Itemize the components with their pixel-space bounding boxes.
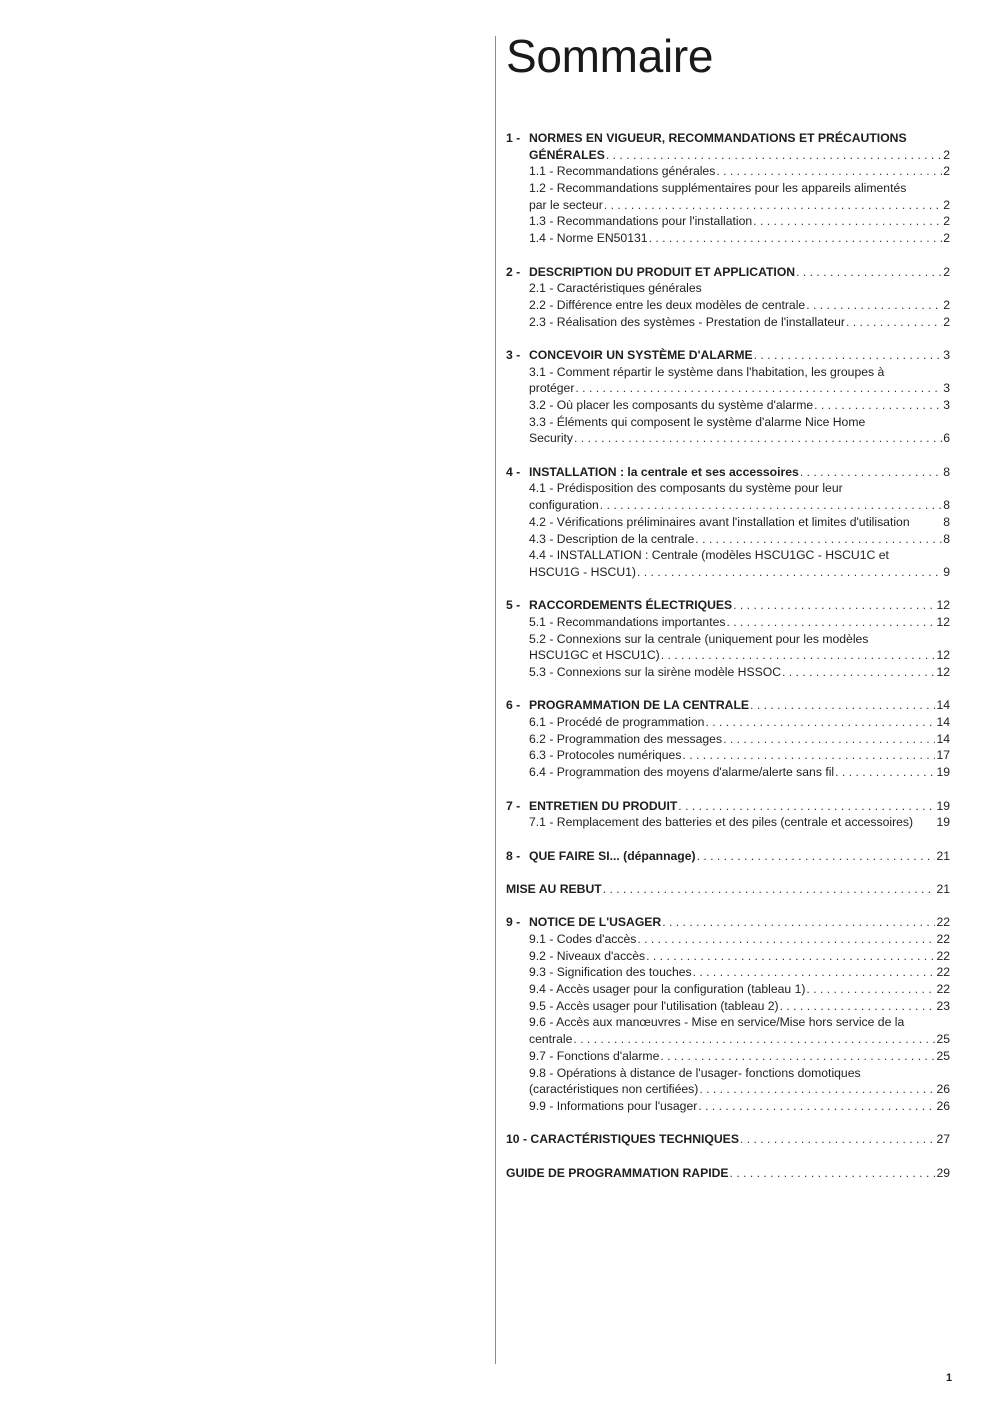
- dot-leader: [733, 597, 935, 614]
- page-ref: 23: [936, 998, 950, 1013]
- page-ref: 3: [943, 381, 950, 396]
- dot-leader: [678, 798, 935, 815]
- page-ref: 2: [943, 214, 950, 229]
- section-number: 2 -: [506, 264, 521, 279]
- toc-entry-row: [529, 798, 950, 815]
- section-heading-line[interactable]: [506, 881, 950, 898]
- entry-title: 4.4 - INSTALLATION : Centrale (modèles HSCU1GC - HSCU1C et: [529, 548, 889, 563]
- section-title: DESCRIPTION DU PRODUIT ET APPLICATION: [529, 264, 796, 279]
- section-number: 9 -: [506, 915, 521, 930]
- toc-entry-row: [529, 848, 950, 865]
- toc-entry[interactable]: [506, 497, 950, 514]
- toc-entry[interactable]: [506, 998, 950, 1015]
- section-title: GUIDE DE PROGRAMMATION RAPIDE: [506, 1165, 729, 1180]
- toc-section: [506, 597, 950, 680]
- toc-entry[interactable]: [506, 981, 950, 998]
- page-ref: 26: [936, 1098, 950, 1113]
- toc-entry[interactable]: [506, 714, 950, 731]
- section-heading-line[interactable]: [506, 347, 950, 364]
- page-ref: 2: [943, 197, 950, 212]
- entry-title: 3.3 - Éléments qui composent le système d'alarme Nice Home: [529, 414, 866, 429]
- toc-section: [506, 130, 950, 247]
- toc-section: [506, 464, 950, 581]
- section-heading-line[interactable]: [506, 1131, 950, 1148]
- toc-entry-row: [529, 464, 950, 481]
- section-number: 4 -: [506, 464, 521, 479]
- entry-title: 4.1 - Prédisposition des composants du système pour leur: [529, 481, 843, 496]
- toc-section: [506, 798, 950, 831]
- entry-title: 3.2 - Où placer les composants du système d'alarme: [529, 398, 814, 412]
- page-ref: 2: [943, 297, 950, 312]
- dot-leader: [660, 1048, 935, 1065]
- toc-entry-row: [529, 764, 950, 781]
- dot-leader: [800, 464, 942, 481]
- toc-entry[interactable]: [506, 514, 950, 531]
- toc-entry-row: [529, 380, 950, 397]
- toc-entry-row: [529, 614, 950, 631]
- toc-entry-row: [529, 948, 950, 965]
- toc-line: [506, 180, 950, 197]
- toc-line: [506, 364, 950, 381]
- dot-leader: [637, 564, 942, 581]
- section-heading-line[interactable]: [506, 848, 950, 865]
- toc-entry-row: [529, 314, 950, 331]
- vertical-rule: [495, 36, 496, 1364]
- page-ref: 19: [936, 798, 950, 813]
- dot-leader: [846, 314, 942, 331]
- section-heading-line[interactable]: [506, 464, 950, 481]
- page-ref: 8: [943, 514, 950, 529]
- page-ref: 25: [936, 1032, 950, 1047]
- toc-entry[interactable]: [506, 297, 950, 314]
- dot-leader: [750, 697, 935, 714]
- toc-entry[interactable]: [506, 664, 950, 681]
- entry-title: 6.3 - Protocoles numériques: [529, 748, 682, 763]
- entry-title: 9.2 - Niveaux d'accès: [529, 948, 646, 963]
- toc-entry-row: [529, 1081, 950, 1098]
- section-number: 8 -: [506, 848, 521, 863]
- page-number: 1: [946, 1372, 953, 1384]
- page-ref: 14: [936, 731, 950, 746]
- toc-entry-row: [529, 163, 950, 180]
- toc-entry-row: [529, 264, 950, 281]
- dot-leader: [693, 964, 936, 981]
- page-ref: 12: [936, 648, 950, 663]
- toc-entry[interactable]: [506, 213, 950, 230]
- entry-title: centrale: [529, 1032, 573, 1047]
- toc-entry[interactable]: [506, 1098, 950, 1115]
- page-ref: 8: [943, 498, 950, 513]
- page-ref: 22: [936, 982, 950, 997]
- dot-leader: [782, 664, 935, 681]
- toc-entry-row: [506, 1165, 950, 1182]
- page-ref: 17: [936, 748, 950, 763]
- toc-entry[interactable]: [506, 163, 950, 180]
- toc-section: [506, 347, 950, 447]
- toc-entry-row: [529, 697, 950, 714]
- entry-title: 1.2 - Recommandations supplémentaires pour les appareils alimentés: [529, 181, 907, 196]
- section-title: PROGRAMMATION DE LA CENTRALE: [529, 698, 750, 713]
- page-ref: 19: [936, 815, 950, 830]
- toc-entry-row: [529, 397, 950, 414]
- toc-section: [506, 697, 950, 780]
- dot-leader: [835, 764, 935, 781]
- dot-leader: [575, 380, 942, 397]
- dot-leader: [699, 1081, 935, 1098]
- toc-line: [506, 130, 950, 147]
- toc-line: [506, 631, 950, 648]
- page-ref: 22: [936, 915, 950, 930]
- toc-entry[interactable]: [506, 1031, 950, 1048]
- toc-entry-row: [529, 964, 950, 981]
- page-ref: 12: [936, 665, 950, 679]
- dot-leader: [780, 998, 936, 1015]
- entry-title: (caractéristiques non certifiées): [529, 1082, 699, 1097]
- toc-entry-row: [529, 230, 950, 247]
- toc-entry-row: [529, 914, 950, 931]
- section-title: MISE AU REBUT: [506, 881, 602, 896]
- entry-title: 5.2 - Connexions sur la centrale (uniquement pour les modèles: [529, 631, 869, 646]
- entry-title: 2.2 - Différence entre les deux modèles de centrale: [529, 297, 806, 312]
- entry-title: 1.1 - Recommandations générales: [529, 164, 716, 179]
- toc-entry-row: [529, 1031, 950, 1048]
- toc-entry-row: [529, 531, 950, 548]
- entry-title: HSCU1GC et HSCU1C): [529, 648, 660, 663]
- dot-leader: [603, 881, 936, 898]
- toc-entry[interactable]: [506, 931, 950, 948]
- toc-entry-row: [529, 213, 950, 230]
- toc-entry-row: [529, 147, 950, 164]
- dot-leader: [806, 297, 942, 314]
- toc-entry-row: [529, 347, 950, 364]
- page-ref: 2: [943, 164, 950, 179]
- toc-line: [506, 280, 950, 297]
- entry-title: 7.1 - Remplacement des batteries et des piles (centrale et accessoires): [529, 815, 914, 830]
- toc-line: [506, 1014, 950, 1031]
- entry-title: 6.1 - Procédé de programmation: [529, 715, 705, 730]
- toc-entry[interactable]: [506, 430, 950, 447]
- toc-section: [506, 264, 950, 331]
- toc-entry[interactable]: [506, 230, 950, 247]
- toc-entry-row: [529, 664, 950, 681]
- section-title: NOTICE DE L'USAGER: [529, 915, 662, 930]
- page-ref: 2: [943, 231, 950, 246]
- entry-title: 9.6 - Accès aux manœuvres - Mise en service/Mise hors service de la: [529, 1015, 905, 1030]
- dot-leader: [698, 1098, 935, 1115]
- page-ref: 25: [936, 1048, 950, 1063]
- toc-entry[interactable]: [506, 531, 950, 548]
- entry-title: Security: [529, 431, 574, 446]
- toc-entry[interactable]: [506, 1048, 950, 1065]
- toc-section: [506, 1131, 950, 1148]
- page-ref: 6: [943, 431, 950, 446]
- toc-section: [506, 881, 950, 898]
- toc-entry[interactable]: [506, 814, 950, 831]
- dot-leader: [726, 614, 935, 631]
- toc-section: [506, 848, 950, 865]
- section-title: ENTRETIEN DU PRODUIT: [529, 798, 678, 813]
- page-ref: 14: [936, 715, 950, 730]
- toc-entry[interactable]: [506, 747, 950, 764]
- page-ref: 21: [936, 848, 950, 863]
- entry-title: HSCU1G - HSCU1): [529, 564, 636, 579]
- table-of-contents: [506, 130, 950, 1198]
- toc-entry[interactable]: [506, 397, 950, 414]
- section-heading-line[interactable]: [506, 1165, 950, 1182]
- section-heading-line[interactable]: [506, 914, 950, 931]
- section-number: 5 -: [506, 598, 521, 613]
- dot-leader: [806, 981, 935, 998]
- section-number: 6 -: [506, 698, 521, 713]
- dot-leader: [814, 397, 942, 414]
- toc-entry[interactable]: [506, 731, 950, 748]
- page-ref: 12: [936, 598, 950, 613]
- entry-title: 9.4 - Accès usager pour la configuration (tableau 1): [529, 982, 806, 997]
- toc-line: [506, 414, 950, 431]
- dot-leader: [649, 230, 943, 247]
- toc-entry-row: [529, 981, 950, 998]
- toc-entry[interactable]: [506, 764, 950, 781]
- toc-entry[interactable]: [506, 647, 950, 664]
- page-ref: 14: [936, 698, 950, 713]
- section-heading-line[interactable]: [506, 597, 950, 614]
- toc-entry[interactable]: [506, 197, 950, 214]
- page-ref: 26: [936, 1082, 950, 1097]
- toc-entry[interactable]: [506, 1081, 950, 1098]
- section-heading-line[interactable]: [506, 264, 950, 281]
- dot-leader: [574, 430, 942, 447]
- page-ref: 22: [936, 932, 950, 946]
- page-ref: 22: [936, 965, 950, 980]
- dot-leader: [606, 147, 942, 164]
- dot-leader: [697, 848, 936, 865]
- dot-leader: [730, 1165, 936, 1182]
- toc-line: [506, 547, 950, 564]
- entry-title: 9.1 - Codes d'accès: [529, 932, 637, 946]
- entry-title: 4.3 - Description de la centrale: [529, 531, 695, 546]
- entry-title: 1.3 - Recommandations pour l'installation: [529, 214, 753, 229]
- dot-leader: [600, 497, 942, 514]
- page-ref: 9: [943, 564, 950, 579]
- toc-entry-row: [529, 714, 950, 731]
- page-title: Sommaire: [506, 30, 714, 82]
- entry-title: 9.5 - Accès usager pour l'utilisation (tableau 2): [529, 998, 779, 1013]
- entry-title: 9.7 - Fonctions d'alarme: [529, 1048, 660, 1063]
- dot-leader: [646, 948, 935, 965]
- toc-line: [506, 480, 950, 497]
- toc-entry-row: [529, 814, 950, 831]
- toc-entry-row: [529, 514, 950, 531]
- dot-leader: [573, 1031, 935, 1048]
- toc-section: [506, 914, 950, 1114]
- page-ref: 3: [943, 347, 950, 362]
- toc-entry-row: [529, 931, 950, 948]
- section-number: 3 -: [506, 347, 521, 362]
- entry-title: 6.2 - Programmation des messages: [529, 731, 723, 746]
- dot-leader: [740, 1131, 935, 1148]
- entry-title: 1.4 - Norme EN50131: [529, 231, 648, 246]
- section-title: QUE FAIRE SI... (dépannage): [529, 848, 696, 863]
- page-ref: 12: [936, 614, 950, 629]
- toc-entry-row: [529, 1098, 950, 1115]
- entry-title: 4.2 - Vérifications préliminaires avant l'installation et limites d'utilisation: [529, 514, 910, 529]
- dot-leader: [716, 163, 942, 180]
- page-ref: 2: [943, 314, 950, 329]
- page-ref: 2: [943, 264, 950, 279]
- toc-entry-row: [529, 197, 950, 214]
- toc-entry-row: [529, 998, 950, 1015]
- toc-entry-row: [529, 297, 950, 314]
- entry-title: 3.1 - Comment répartir le système dans l'habitation, les groupes à: [529, 364, 885, 379]
- section-title: CONCEVOIR UN SYSTÈME D'ALARME: [529, 347, 753, 362]
- dot-leader: [637, 931, 935, 948]
- entry-title: configuration: [529, 498, 599, 513]
- entry-title: 5.3 - Connexions sur la sirène modèle HSSOC: [529, 665, 781, 679]
- section-heading-line[interactable]: [506, 798, 950, 815]
- toc-entry-row: [529, 1048, 950, 1065]
- entry-title: 5.1 - Recommandations importantes: [529, 614, 726, 629]
- toc-entry-row: [529, 747, 950, 764]
- dot-leader: [661, 647, 936, 664]
- toc-entry-row: [506, 881, 950, 898]
- section-title: INSTALLATION : la centrale et ses accessoires: [529, 464, 799, 479]
- toc-line: [506, 1065, 950, 1082]
- toc-entry[interactable]: [506, 314, 950, 331]
- section-title: GÉNÉRALES: [529, 147, 605, 162]
- page-ref: 2: [943, 147, 950, 162]
- entry-title: par le secteur: [529, 197, 603, 212]
- toc-entry-row: [529, 497, 950, 514]
- entry-title: 9.9 - Informations pour l'usager: [529, 1098, 698, 1113]
- dot-leader: [682, 747, 935, 764]
- section-heading-line[interactable]: [506, 147, 950, 164]
- page-ref: 19: [936, 765, 950, 780]
- section-title: 10 - CARACTÉRISTIQUES TECHNIQUES: [506, 1132, 739, 1147]
- toc-entry-row: [529, 564, 950, 581]
- page-ref: 22: [936, 948, 950, 963]
- toc-section: [506, 1165, 950, 1182]
- section-heading-line[interactable]: [506, 697, 950, 714]
- toc-entry-row: [529, 597, 950, 614]
- dot-leader: [754, 347, 943, 364]
- page-ref: 8: [943, 464, 950, 479]
- toc-entry-row: [506, 1131, 950, 1148]
- page-ref: 27: [936, 1132, 950, 1147]
- section-title: NORMES EN VIGUEUR, RECOMMANDATIONS ET PRÉCAUTIONS: [529, 131, 907, 145]
- page-ref: 8: [943, 531, 950, 546]
- entry-title: 9.3 - Signification des touches: [529, 965, 692, 980]
- dot-leader: [753, 213, 942, 230]
- toc-entry[interactable]: [506, 948, 950, 965]
- toc-entry-row: [529, 647, 950, 664]
- toc-entry-row: [529, 731, 950, 748]
- toc-entry[interactable]: [506, 564, 950, 581]
- entry-title: 9.8 - Opérations à distance de l'usager- fonctions domotiques: [529, 1065, 861, 1080]
- page-ref: 21: [936, 881, 950, 896]
- dot-leader: [796, 264, 942, 281]
- entry-title: 2.1 - Caractéristiques générales: [529, 281, 702, 296]
- dot-leader: [604, 197, 942, 214]
- toc-entry-row: [529, 430, 950, 447]
- page-ref: 29: [936, 1165, 950, 1180]
- dot-leader: [662, 914, 935, 931]
- entry-title: protéger: [529, 381, 575, 396]
- toc-entry[interactable]: [506, 614, 950, 631]
- section-number: 7 -: [506, 798, 521, 813]
- toc-entry[interactable]: [506, 380, 950, 397]
- entry-title: 2.3 - Réalisation des systèmes - Prestation de l'installateur: [529, 314, 845, 329]
- entry-title: 6.4 - Programmation des moyens d'alarme/alerte sans fil: [529, 765, 835, 780]
- dot-leader: [695, 531, 942, 548]
- toc-entry[interactable]: [506, 964, 950, 981]
- dot-leader: [723, 731, 935, 748]
- section-number: 1 -: [506, 131, 521, 145]
- section-title: RACCORDEMENTS ÉLECTRIQUES: [529, 598, 733, 613]
- dot-leader: [705, 714, 935, 731]
- page-ref: 3: [943, 398, 950, 412]
